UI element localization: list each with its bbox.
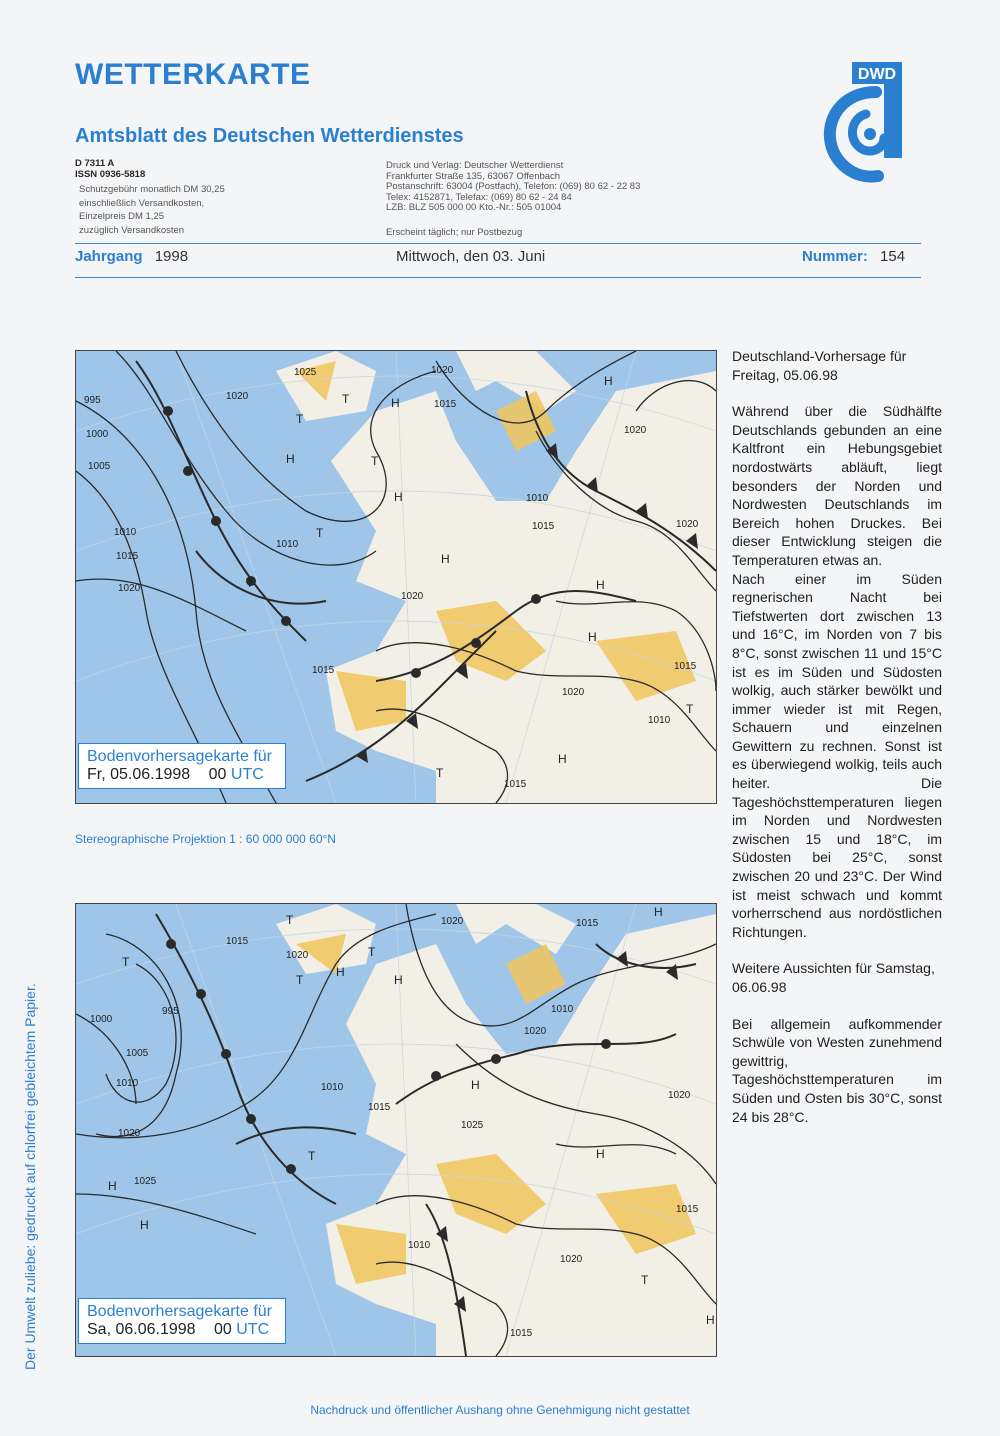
map1-high-8: H [558,752,567,766]
publication-title: WETTERKARTE [75,58,311,91]
map1-label-995: 995 [84,395,101,406]
fee-line-3: Einzelpreis DM 1,25 [79,211,165,222]
outlook-paragraph: Bei allgemein aufkommender Schwüle von Westen zunehmend gewittrig, Tageshöchsttemperaturen im Süden und Osten bis 30°C, sonst 24 bis 28°C. [732,1015,942,1125]
map2-label-1010b: 1010 [321,1082,344,1093]
publisher-line-2: Frankfurter Straße 135, 63067 Offenbach [386,170,561,182]
issue-date: Mittwoch, den 03. Juni [396,248,546,265]
jahrgang [75,248,188,276]
map2-label-1015e: 1015 [510,1328,533,1339]
map2-label-1000: 1000 [90,1014,113,1025]
publisher-line-5: LZB: BLZ 505 000 00 Kto.-Nr.: 505 01004 [386,202,562,213]
environment-note: Der Umwelt zuliebe: gedruckt auf chlorfrei gebleichtem Papier. [22,983,38,1370]
map1-label-1020d: 1020 [401,591,424,602]
map2-high-8: H [706,1313,715,1327]
publisher-line-1: Druck und Verlag: Deutscher Wetterdienst [386,160,564,171]
forecast-paragraph-1: Während über die Südhälfte Deutschlands gebunden an eine Kaltfront ein Hebungsgebiet nordostwärts abläuft, liegt besonders der Norden und Nordwesten Deutschlands im Bereich hohen Druckes. Bei dieser Entwicklung steigen die Temperaturen etwas an. [732,403,942,568]
map1-low-5: T [246,576,254,590]
jahrgang-label: Jahrgang [75,248,143,265]
map1-label-1015f: 1015 [504,779,527,790]
map1-label-1020a: 1020 [118,583,141,594]
map1-label-1020c: 1020 [431,365,454,376]
map1-low-6: T [686,702,694,716]
map2-high-3: H [471,1078,480,1092]
map1-low-1: T [296,412,304,426]
map1-label-1015b: 1015 [434,399,457,410]
map2-label-1010c: 1010 [551,1004,574,1015]
fee-line-2: einschließlich Versandkosten, [79,197,205,209]
outlook-heading: Weitere Aussichten für Samstag, 06.06.98 [732,960,935,995]
map1-caption-utc: UTC [230,766,264,783]
map1-label-1025: 1025 [294,367,317,378]
map1-label-1020e: 1020 [624,425,647,436]
map2-label-1015c: 1015 [576,918,599,929]
map2-caption-time: 00 [214,1321,232,1338]
map1-label-1015a: 1015 [116,551,139,562]
publication-subtitle: Amtsblatt des Deutschen Wetterdienstes [75,125,464,147]
forecast-heading: Deutschland-Vorhersage für Freitag, 05.06.98 [732,348,907,383]
map2-label-1020d: 1020 [524,1026,547,1037]
fee-line-1: Schutzgebühr monatlich DM 30,25 [79,184,225,195]
map1-caption-time: 00 [208,766,227,783]
map1-label-1020f: 1020 [676,519,699,530]
map2-high-5: H [108,1179,117,1193]
map2-caption [78,1298,286,1344]
id-line-1: D 7311 A [75,158,115,169]
forecast-map-friday [75,350,717,804]
map2-label-995: 995 [162,1006,179,1017]
forecast-text-column [732,347,942,1126]
rule-top [75,243,921,244]
map2-high-7: H [596,1147,605,1161]
frequency-note: Erscheint täglich; nur Postbezug [386,227,523,238]
dwd-logo-icon [818,58,924,188]
map2-label-1020e: 1020 [668,1090,691,1101]
map1-high-3: H [441,552,450,566]
map2-high-2: H [394,973,403,987]
copyright-footer: Nachdruck und öffentlicher Aushang ohne Genehmigung nicht gestattet [310,1403,690,1417]
map1-high-4: H [391,396,400,410]
map1-caption-date-row [87,766,277,784]
map1-svg [76,351,716,803]
map2-label-1015a: 1015 [226,936,249,947]
map1-label-1010b: 1010 [526,493,549,504]
map1-label-1015c: 1015 [532,521,555,532]
map1-label-1010c: 1010 [276,539,299,550]
map2-low-6: T [641,1273,649,1287]
map2-label-1010d: 1010 [408,1240,431,1251]
forecast-map-saturday [75,903,717,1357]
forecast-paragraph-2: Nach einer im Süden regnerischen Nacht bei Tiefstwerten dort zwischen 13 und 16°C, im Norden von 7 bis 8°C, sonst zwischen 11 und 15°C ist es im Süden und Südosten wolkig, auch stärker bewölkt und immer wieder ist mit Regen, Schauern und einzelnen Gewittern zu rechnen. Sonst ist es überwiegend wolkig, teils auch heiter. Die Tageshöchsttemperaturen liegen im Norden und Nordwesten zwischen 15 und 18°C, im Südosten bei 25°C, sonst zwischen 20 und 23°C. Der Wind ist meist schwach und kommt vorherrschend aus nordöstlichen Richtungen. [732,570,942,940]
publisher-line-3: Postanschrift: 63004 (Postfach), Telefon: (069) 80 62 - 22 83 [386,181,641,192]
map2-label-1010a: 1010 [116,1078,139,1089]
map1-label-1015e: 1015 [674,661,697,672]
map2-caption-date-row [87,1321,277,1339]
map1-label-1000: 1000 [86,429,109,440]
map2-low-5: T [308,1149,316,1163]
map1-low-2: T [342,392,350,406]
map2-caption-utc: UTC [236,1321,270,1338]
map2-label-1025b: 1025 [461,1120,484,1131]
map2-high-6: H [140,1218,149,1232]
map1-high-2: H [394,490,403,504]
projection-note: Stereographische Projektion 1 : 60 000 000 60°N [75,832,336,846]
nummer-value: 154 [880,248,906,265]
map2-svg [76,904,716,1356]
map2-caption-title: Bodenvorhersagekarte für [87,1303,272,1320]
map2-caption-date: Sa, 06.06.1998 [87,1321,196,1338]
map1-label-1020g: 1020 [562,687,585,698]
map2-label-1020a: 1020 [286,950,309,961]
publisher-line-4: Telex: 4152871, Telefax: (069) 80 62 - 24 84 [386,191,572,203]
map2-label-1015b: 1015 [368,1102,391,1113]
map1-high-6: H [596,578,605,592]
map2-label-1020b: 1020 [118,1128,141,1139]
map2-low-1: T [122,955,130,969]
map2-label-1025a: 1025 [134,1176,157,1187]
jahrgang-value: 1998 [154,248,189,265]
publisher-block [386,161,640,214]
map1-label-1010a: 1010 [114,527,137,538]
map1-caption-title: Bodenvorhersagekarte für [87,748,272,765]
map2-low-2: T [286,913,294,927]
fee-block [79,183,225,237]
map2-label-1015d: 1015 [676,1204,699,1215]
map1-label-1015d: 1015 [312,665,335,676]
map2-label-1005: 1005 [126,1048,149,1059]
map1-high-5: H [604,374,613,388]
map1-low-4: T [316,526,324,540]
map1-label-1005: 1005 [88,461,111,472]
map2-low-4: T [368,945,376,959]
map1-caption-date: Fr, 05.06.1998 [87,766,191,783]
issue-number [802,248,905,276]
map1-label-1010d: 1010 [648,715,671,726]
map1-caption [78,743,286,789]
nummer-label: Nummer: [802,248,868,265]
rule-bottom [75,277,921,278]
map1-label-1020b: 1020 [226,391,249,402]
map2-label-1020c: 1020 [441,916,464,927]
map1-high-1: H [286,452,295,466]
map1-low-3: T [371,454,379,468]
map2-high-4: H [654,905,663,919]
map1-low-7: T [436,766,444,780]
map1-high-7: H [588,630,597,644]
map2-high-1: H [336,965,345,979]
id-block [75,158,145,180]
dwd-logo [818,58,924,188]
map2-low-3: T [296,973,304,987]
map2-label-1020f: 1020 [560,1254,583,1265]
fee-line-4: zuzüglich Versandkosten [79,224,185,236]
id-line-2: ISSN 0936-5818 [75,169,146,180]
logo-text: DWD [857,66,897,83]
